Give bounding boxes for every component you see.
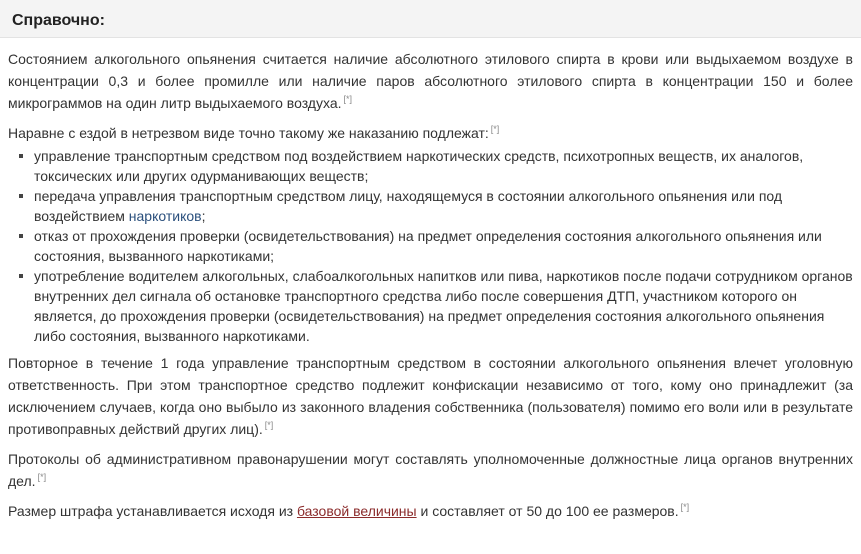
list-item: употребление водителем алкогольных, слабоалкогольных напитков или пива, наркотиков после подачи сотрудником органов внутренних дел сигнала об остановке транспортного средства либо после совершения ДТП, участником которого он является, до прохождения проверки (освидетельствования) на предмет определения состояния алкогольного опьянения либо состояния, вызванного наркотиками. — [34, 268, 853, 344]
paragraph-repeat-offense: Повторное в течение 1 года управление транспортным средством в состоянии алкогольного опьянения влечет уголовную ответственность. При этом транспортное средство подлежит конфискации независимо от того, кому оно принадлежит (за исключением случаев, когда оно выбыло из законного владения собственника (пользователя) помимо его воли или в результате противоправных действий других лиц). [*] — [8, 355, 853, 437]
footnote-ref[interactable]: [*] — [680, 502, 690, 513]
list-item: передача управления транспортным средством лицу, находящемуся в состоянии алкогольного опьянения или под воздействием наркотиков; — [34, 186, 853, 226]
list-item: управление транспортным средством под воздействием наркотических средств, психотропных веществ, их аналогов, токсических или других одурманивающих веществ; — [34, 146, 853, 186]
paragraph-equal-punishment: Наравне с ездой в нетрезвом виде точно такому же наказанию подлежат: [*] — [8, 124, 500, 141]
section-title: Справочно: — [12, 12, 105, 29]
paragraph-intoxication-definition: Состоянием алкогольного опьянения считается наличие абсолютного этилового спирта в крови или выдыхаемом воздухе в концентрации 0,3 и более промилле или наличие паров абсолютного этилового спирта в концентрации 150 и более микрограммов на один литр выдыхаемого воздуха. [*] — [8, 51, 853, 111]
paragraph-fine-size: Размер штрафа устанавливается исходя из базовой величины и составляет от 50 до 100 ее размеров. [*] — [8, 502, 690, 519]
footnote-ref[interactable]: [*] — [37, 472, 47, 483]
list-item: отказ от прохождения проверки (освидетельствования) на предмет определения состояния алкогольного опьянения или состояния, вызванного наркотиками; — [34, 226, 853, 266]
footnote-ref[interactable]: [*] — [490, 124, 500, 135]
footnote-ref[interactable]: [*] — [264, 420, 274, 431]
base-value-link[interactable]: базовой величины — [296, 503, 417, 519]
section-header — [0, 0, 861, 38]
footnote-ref[interactable]: [*] — [343, 94, 353, 105]
narcotics-link[interactable]: наркотиков — [128, 208, 202, 224]
paragraph-protocols: Протоколы об административном правонарушении могут составлять уполномоченные должностные лица органов внутренних дел. [*] — [8, 451, 853, 489]
violations-list — [8, 146, 853, 346]
